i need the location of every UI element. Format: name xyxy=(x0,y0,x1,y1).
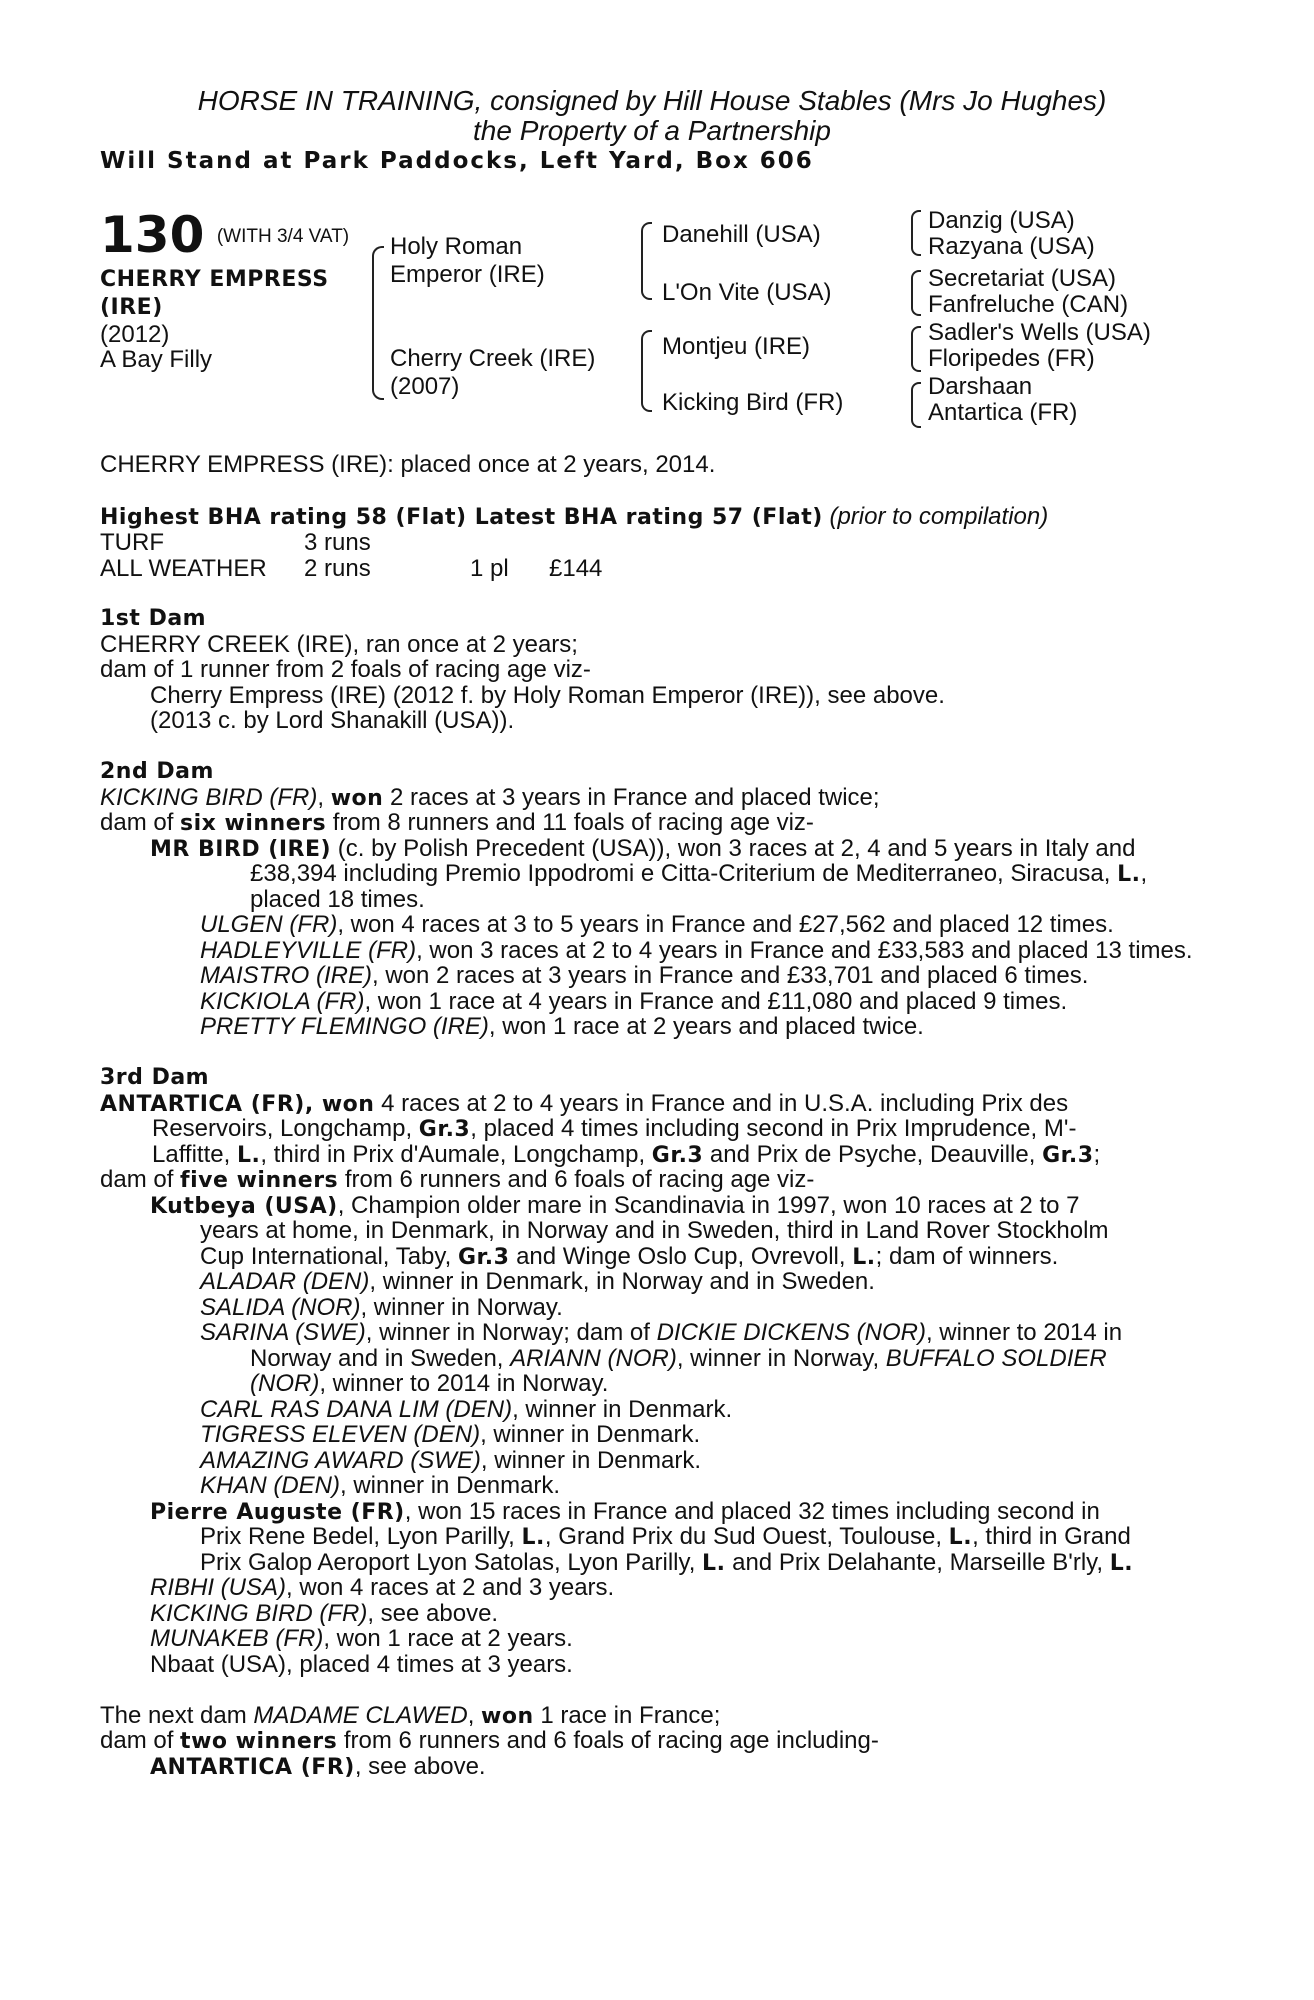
aw-label: ALL WEATHER xyxy=(100,555,267,582)
kutbeya-line-2: years at home, in Denmark, in Norway and in Sweden, third in Land Rover Stockholm xyxy=(200,1217,1109,1244)
munakeb-line: MUNAKEB (FR), won 1 race at 2 years. xyxy=(150,1625,573,1652)
pierre-line-1: Pierre Auguste (FR), won 15 races in France and placed 32 times including second in xyxy=(150,1497,1100,1525)
horse-year: (2012) xyxy=(100,321,170,348)
pedigree-brace-2a xyxy=(641,222,652,300)
header-stand: Will Stand at Park Paddocks, Left Yard, Box 606 xyxy=(100,148,814,174)
dam-dam: Kicking Bird (FR) xyxy=(662,389,844,416)
dam-sire: Montjeu (IRE) xyxy=(662,333,811,360)
race-summary: CHERRY EMPRESS (IRE): placed once at 2 years, 2014. xyxy=(100,451,716,478)
nbaat-line: Nbaat (USA), placed 4 times at 3 years. xyxy=(150,1650,573,1678)
aw-runs: 2 runs xyxy=(304,555,371,582)
aladar-line: ALADAR (DEN), winner in Denmark, in Norway and in Sweden. xyxy=(200,1268,875,1295)
pedigree-body xyxy=(100,606,1204,1779)
antartica-line-2: Reservoirs, Longchamp, Gr.3, placed 4 times including second in Prix Imprudence, M'- xyxy=(152,1115,1077,1142)
pierre-line-2: Prix Rene Bedel, Lyon Parilly, L., Grand Prix du Sud Ouest, Toulouse, L., third in Grand xyxy=(200,1523,1131,1550)
dam-line-2: (2007) xyxy=(390,373,460,400)
antartica-line-1: ANTARTICA (FR), won 4 races at 2 to 4 years in France and in U.S.A. including Prix des xyxy=(100,1089,1069,1117)
dam1-line-2: dam of 1 runner from 2 foals of racing age viz- xyxy=(100,656,591,683)
pedigree-brace-3a xyxy=(911,210,921,256)
ped-dsd: Floripedes (FR) xyxy=(928,345,1095,372)
next-dam-line-3: ANTARTICA (FR), see above. xyxy=(150,1752,486,1780)
maistro-line: MAISTRO (IRE), won 2 races at 3 years in France and £33,701 and placed 6 times. xyxy=(200,962,1089,989)
ped-dss: Sadler's Wells (USA) xyxy=(928,319,1151,346)
dam3-heading: 3rd Dam xyxy=(100,1065,210,1090)
aw-placed: 1 pl xyxy=(470,555,509,582)
horse-name-1: CHERRY EMPRESS xyxy=(100,267,329,292)
sire-sire: Danehill (USA) xyxy=(662,221,821,248)
pedigree-brace-3b xyxy=(911,270,921,316)
ribhi-line: RIBHI (USA), won 4 races at 2 and 3 years. xyxy=(150,1574,615,1601)
kicking-bird-line: KICKING BIRD (FR), see above. xyxy=(150,1599,499,1627)
dam-line-1: Cherry Creek (IRE) xyxy=(390,345,596,372)
sarina-line-3: (NOR), winner to 2014 in Norway. xyxy=(250,1370,609,1397)
dam1-produce-1: Cherry Empress (IRE) (2012 f. by Holy Roman Emperor (IRE)), see above. xyxy=(150,681,945,709)
dam1-line-1: CHERRY CREEK (IRE), ran once at 2 years; xyxy=(100,630,578,658)
rating-note: (prior to compilation) xyxy=(829,503,1049,530)
kutbeya-line-3: Cup International, Taby, Gr.3 and Winge Oslo Cup, Ovrevoll, L.; dam of winners. xyxy=(200,1242,1059,1270)
kickiola-line: KICKIOLA (FR), won 1 race at 4 years in France and £11,080 and placed 9 times. xyxy=(200,987,1068,1015)
lot-number: 130 xyxy=(100,206,205,264)
ulgen-line: ULGEN (FR), won 4 races at 3 to 5 years in France and £27,562 and placed 12 times. xyxy=(200,911,1114,938)
khan-line: KHAN (DEN), winner in Denmark. xyxy=(200,1472,561,1499)
pedigree-brace-2b xyxy=(641,330,652,412)
rating-text: Highest BHA rating 58 (Flat) Latest BHA rating 57 (Flat) xyxy=(100,505,823,530)
mr-bird-line-3: placed 18 times. xyxy=(250,885,425,913)
ped-ssd: Razyana (USA) xyxy=(928,233,1095,260)
antartica-line-3: Laffitte, L., third in Prix d'Aumale, Longchamp, Gr.3 and Prix de Psyche, Deauville, Gr.3; xyxy=(152,1140,1101,1168)
pedigree-brace-1 xyxy=(372,246,384,400)
tigress-line: TIGRESS ELEVEN (DEN), winner in Denmark. xyxy=(200,1421,701,1448)
ped-ddd: Antartica (FR) xyxy=(928,399,1078,426)
sarina-line-2: Norway and in Sweden, ARIANN (NOR), winner in Norway, BUFFALO SOLDIER xyxy=(250,1344,1107,1372)
mr-bird-line-2: £38,394 including Premio Ippodromi e Citta-Criterium de Mediterraneo, Siracusa, L., xyxy=(250,860,1148,887)
sire-line-2: Emperor (IRE) xyxy=(390,261,545,288)
dam2-line-1: KICKING BIRD (FR), won 2 races at 3 years in France and placed twice; xyxy=(100,783,880,811)
mr-bird-line-1: MR BIRD (IRE) (c. by Polish Precedent (USA)), won 3 races at 2, 4 and 5 years in Italy and xyxy=(150,834,1136,862)
ped-sds: Secretariat (USA) xyxy=(928,265,1117,292)
dam1-produce-2: (2013 c. by Lord Shanakill (USA)). xyxy=(150,707,515,734)
aw-prize: £144 xyxy=(549,555,603,582)
pedigree-brace-3c xyxy=(911,326,921,372)
ped-sdd: Fanfreluche (CAN) xyxy=(928,291,1129,318)
header-property: the Property of a Partnership xyxy=(473,115,831,146)
horse-description: A Bay Filly xyxy=(100,346,213,373)
ped-dds: Darshaan xyxy=(928,373,1033,400)
sire-line-1: Holy Roman xyxy=(390,233,523,260)
hadleyville-line: HADLEYVILLE (FR), won 3 races at 2 to 4 years in France and £33,583 and placed 13 times. xyxy=(200,936,1193,964)
sarina-line-1: SARINA (SWE), winner in Norway; dam of DICKIE DICKENS (NOR), winner to 2014 in xyxy=(200,1319,1123,1346)
header-consignor: HORSE IN TRAINING, consigned by Hill House Stables (Mrs Jo Hughes) xyxy=(197,85,1107,116)
dam1-heading: 1st Dam xyxy=(100,606,207,631)
turf-label: TURF xyxy=(100,529,164,556)
pierre-line-3: Prix Galop Aeroport Lyon Satolas, Lyon Parilly, L. and Prix Delahante, Marseille B'rly, L. xyxy=(200,1548,1134,1576)
lot-number-row xyxy=(100,206,349,264)
rating-line xyxy=(100,504,1048,531)
dam2-heading: 2nd Dam xyxy=(100,759,214,784)
pedigree-brace-3d xyxy=(911,382,921,428)
carl-line: CARL RAS DANA LIM (DEN), winner in Denmark. xyxy=(200,1395,733,1423)
sire-dam: L'On Vite (USA) xyxy=(662,279,832,306)
antartica-line-4: dam of five winners from 6 runners and 6 foals of racing age viz- xyxy=(100,1166,815,1193)
next-dam-line-1: The next dam MADAME CLAWED, won 1 race in France; xyxy=(100,1701,721,1729)
amazing-line: AMAZING AWARD (SWE), winner in Denmark. xyxy=(200,1446,701,1474)
ped-sss: Danzig (USA) xyxy=(928,207,1075,234)
horse-name-2: (IRE) xyxy=(100,295,163,320)
salida-line: SALIDA (NOR), winner in Norway. xyxy=(200,1293,563,1321)
lot-vat: (WITH 3/4 VAT) xyxy=(216,226,350,247)
pretty-flemingo-line: PRETTY FLEMINGO (IRE), won 1 race at 2 years and placed twice. xyxy=(200,1013,924,1040)
dam2-line-2: dam of six winners from 8 runners and 11 foals of racing age viz- xyxy=(100,809,814,836)
turf-runs: 3 runs xyxy=(304,529,371,556)
kutbeya-line-1: Kutbeya (USA), Champion older mare in Scandinavia in 1997, won 10 races at 2 to 7 xyxy=(150,1191,1080,1219)
next-dam-line-2: dam of two winners from 6 runners and 6 foals of racing age including- xyxy=(100,1727,879,1754)
